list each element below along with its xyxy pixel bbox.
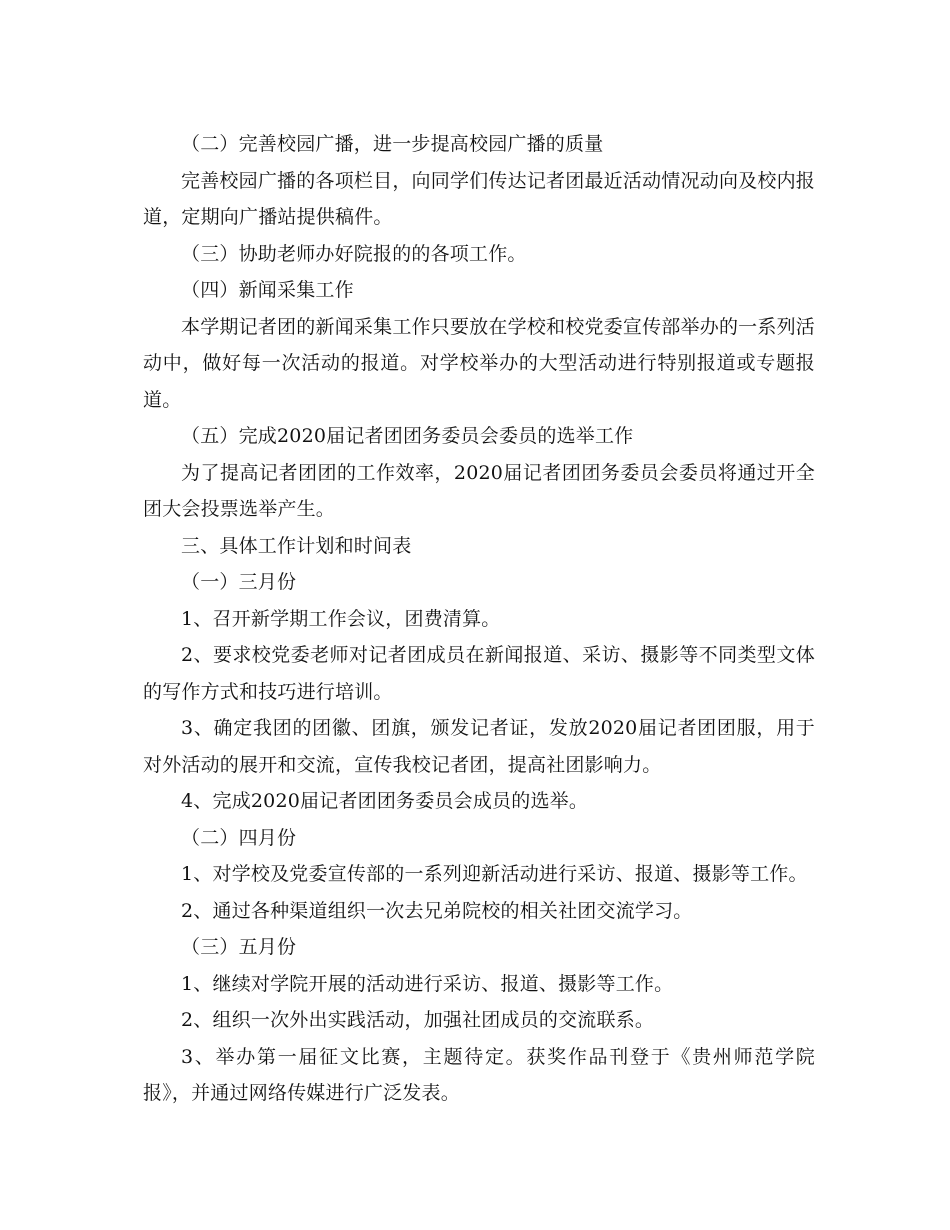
section-heading-news-collection: （四）新闻采集工作 <box>181 279 354 301</box>
paragraph-broadcast-details: 完善校园广播的各项栏目，向同学们传达记者团最近活动情况动向及校内报道，定期向广播站提供稿件。 <box>143 169 815 228</box>
paragraph-news-collection: 本学期记者团的新闻采集工作只要放在学校和校党委宣传部举办的一系列活动中，做好每一次活动的报道。对学校举办的大型活动进行特别报道或专题报道。 <box>143 315 815 411</box>
list-item-may-2: 2、组织一次外出实践活动，加强社团成员的交流联系。 <box>181 1009 655 1031</box>
paragraph-election: 为了提高记者团团的工作效率，2020届记者团团务委员会委员将通过开全团大会投票选举产生。 <box>143 461 815 520</box>
section-heading-school-paper: （三）协助老师办好院报的的各项工作。 <box>181 242 527 265</box>
list-item-may-3: 3、举办第一届征文比赛，主题待定。获奖作品刊登于《贵州师范学院报》，并通过网络传媒进行广泛发表。 <box>143 1045 815 1104</box>
section-heading-campus-broadcast: （二）完善校园广播，进一步提高校园广播的质量 <box>181 133 604 155</box>
list-item-may-1: 1、继续对学院开展的活动进行采访、报道、摄影等工作。 <box>181 972 674 995</box>
list-item-april-1: 1、对学校及党委宣传部的一系列迎新活动进行采访、报道、摄影等工作。 <box>181 863 808 885</box>
subheading-may: （三）五月份 <box>181 936 297 958</box>
section-heading-schedule: 三、具体工作计划和时间表 <box>181 534 412 557</box>
subheading-march: （一）三月份 <box>181 571 297 593</box>
subheading-april: （二）四月份 <box>181 826 297 849</box>
list-item-april-2: 2、通过各种渠道组织一次去兄弟院校的相关社团交流学习。 <box>181 899 693 922</box>
list-item-march-3: 3、确定我团的团徽、团旗，颁发记者证，发放2020届记者团团服，用于对外活动的展开和交流，宣传我校记者团，提高社团影响力。 <box>143 717 815 776</box>
list-item-march-2: 2、要求校党委老师对记者团成员在新闻报道、采访、摄影等不同类型文体的写作方式和技巧进行培训。 <box>143 644 815 703</box>
list-item-march-4: 4、完成2020届记者团团务委员会成员的选举。 <box>181 790 589 812</box>
section-heading-election: （五）完成2020届记者团团务委员会委员的选举工作 <box>181 425 634 447</box>
document-body <box>143 126 815 1112</box>
list-item-march-1: 1、召开新学期工作会议，团费清算。 <box>181 607 501 630</box>
